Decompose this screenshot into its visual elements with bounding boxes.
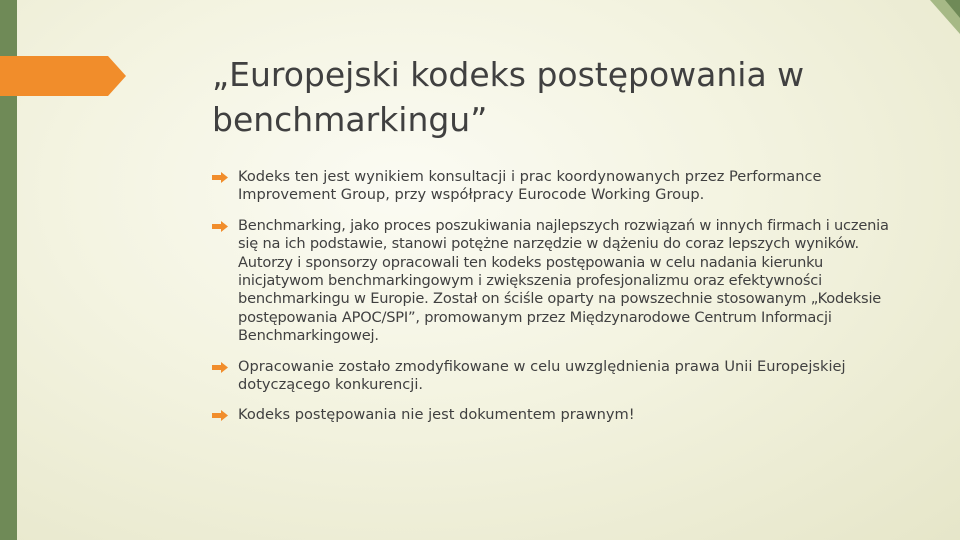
bullet-item — [212, 168, 902, 205]
arrow-right-icon — [212, 172, 228, 183]
bullet-item — [212, 406, 902, 424]
corner-triangle-large — [930, 0, 960, 34]
arrow-right-icon — [212, 221, 228, 232]
slide-title: „Europejski kodeks postępowania w benchmarkingu” — [212, 55, 805, 139]
bullet-list — [212, 168, 902, 437]
bullet-text: Opracowanie zostało zmodyfikowane w celu uwzględnienia prawa Unii Europejskiej dotyczącego konkurencji. — [238, 357, 846, 394]
bullet-text: Kodeks ten jest wynikiem konsultacji i prac koordynowanych przez Performance Improvement Group, przy współpracy Eurocode Working Group. — [238, 168, 822, 204]
bullet-text: Benchmarking, jako proces poszukiwania najlepszych rozwiązań w innych firmach i uczenia się na ich podstawie, stanowi potężne narzędzie w dążeniu do coraz lepszych wyników. Autorzy i sponsorzy opracowali ten kodeks postępowania w celu nadania kierunku inicjatywom benchmarkingowym i zwiększenia profesjonalizmu oraz efektywności benchmarkingu w Europie. Został on ściśle oparty na powszechnie stosowanym „Kodeksie postępowania APOC/SPI”, promowanym przez Międzynarodowe Centrum Informacji Benchmarkingowej. — [238, 216, 889, 345]
corner-triangle-small — [945, 0, 960, 18]
arrow-right-icon — [212, 410, 228, 421]
arrow-right-icon — [212, 362, 228, 373]
bullet-item — [212, 358, 902, 395]
orange-arrow-shape — [0, 56, 126, 96]
left-accent-bar — [0, 0, 17, 540]
bullet-text: Kodeks postępowania nie jest dokumentem prawnym! — [238, 406, 635, 424]
bullet-item — [212, 217, 902, 346]
